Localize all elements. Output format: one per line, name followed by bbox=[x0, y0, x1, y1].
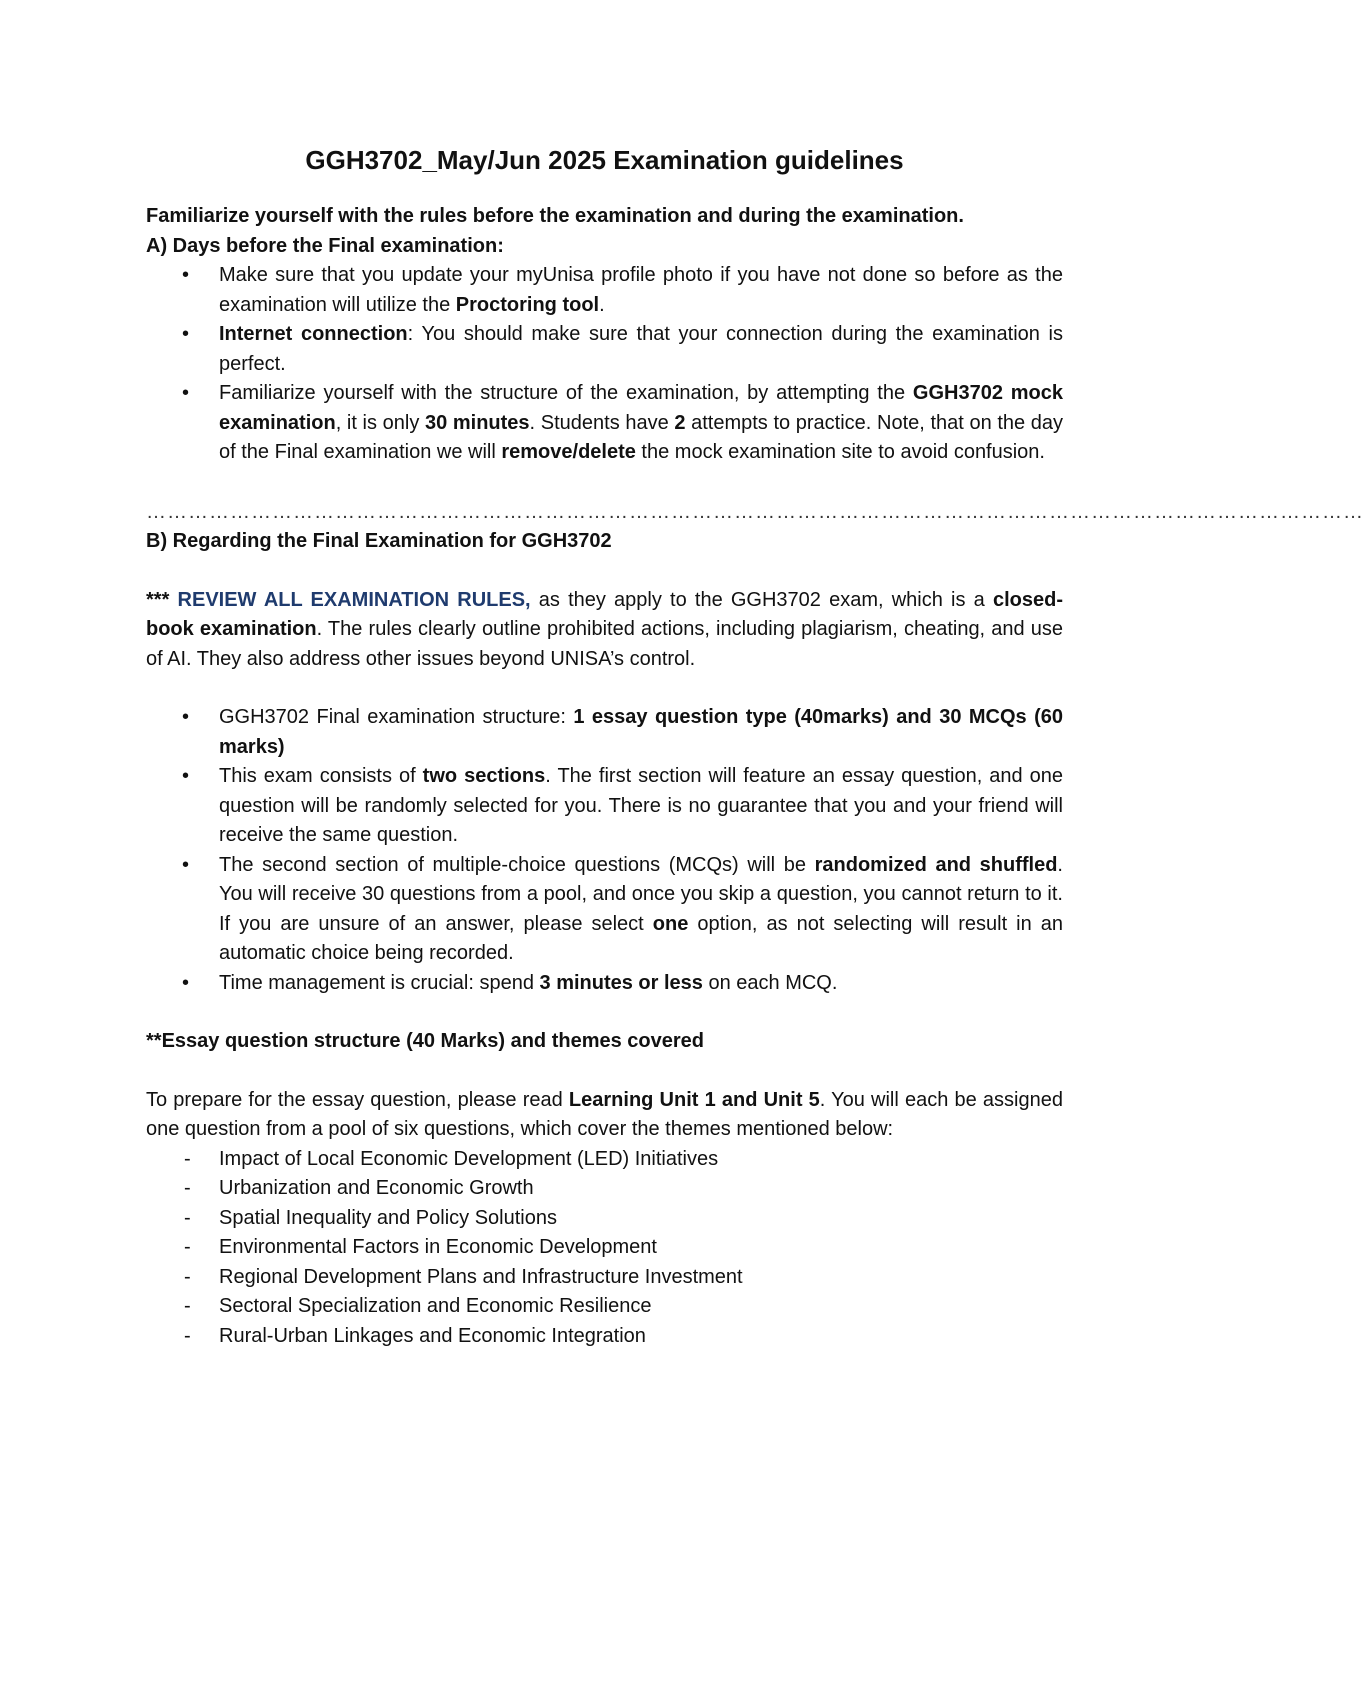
rules-paragraph: *** REVIEW ALL EXAMINATION RULES, as they apply to the GGH3702 exam, which is a closed-book examination. The rules clearly outline prohibited actions, including plagiarism, cheating, and use of AI. They also address other issues beyond UNISA’s control. bbox=[146, 588, 1063, 670]
list-item: • This exam consists of two sections. The first section will feature an essay question, and one question will be randomly selected for you. There is no guarantee that you and your friend will receive the same question. bbox=[146, 762, 1063, 851]
section-b-heading: B) Regarding the Final Examination for GGH3702 bbox=[146, 530, 612, 552]
section-a-list bbox=[146, 261, 1063, 468]
list-item: • GGH3702 Final examination structure: 1 essay question type (40marks) and 30 MCQs (60 marks) bbox=[146, 703, 1063, 762]
list-item: • The second section of multiple-choice questions (MCQs) will be randomized and shuffled. You will receive 30 questions from a pool, and once you skip a question, you cannot return to it. If you are unsure of an answer, please select one option, as not selecting will result in an automatic choice being recorded. bbox=[146, 851, 1063, 969]
theme-item: - Sectoral Specialization and Economic Resilience bbox=[146, 1292, 1063, 1322]
review-rules-highlight: REVIEW ALL EXAMINATION RULES, bbox=[177, 588, 531, 611]
theme-item: - Rural-Urban Linkages and Economic Integration bbox=[146, 1322, 1063, 1352]
list-item: • Familiarize yourself with the structure of the examination, by attempting the GGH3702 mock examination, it is only 30 minutes. Students have 2 attempts to practice. Note, that on the day of the Final examination we will remove/delete the mock examination site to avoid confusion. bbox=[146, 379, 1063, 468]
themes-list bbox=[146, 1145, 1063, 1352]
list-item: • Time management is crucial: spend 3 minutes or less on each MCQ. bbox=[146, 969, 1063, 999]
section-divider: ………………………………………………………………………………………………………………………………………………………… bbox=[146, 500, 1364, 523]
theme-item: - Regional Development Plans and Infrastructure Investment bbox=[146, 1263, 1063, 1293]
document-body bbox=[146, 142, 1364, 1351]
intro-text: Familiarize yourself with the rules before the examination and during the examination. bbox=[146, 205, 964, 227]
essay-paragraph: To prepare for the essay question, please read Learning Unit 1 and Unit 5. You will each be assigned one question from a pool of six questions, which cover the themes mentioned below: bbox=[146, 1088, 1063, 1140]
page-title: GGH3702_May/Jun 2025 Examination guidelines bbox=[305, 145, 904, 175]
theme-item: - Spatial Inequality and Policy Solutions bbox=[146, 1204, 1063, 1234]
theme-item: - Environmental Factors in Economic Development bbox=[146, 1233, 1063, 1263]
list-item: • Make sure that you update your myUnisa profile photo if you have not done so before as the examination will utilize the Proctoring tool. bbox=[146, 261, 1063, 320]
section-a-heading: A) Days before the Final examination: bbox=[146, 234, 504, 257]
essay-heading: **Essay question structure (40 Marks) and themes covered bbox=[146, 1030, 704, 1052]
section-b-list bbox=[146, 703, 1063, 998]
theme-item: - Impact of Local Economic Development (LED) Initiatives bbox=[146, 1145, 1063, 1175]
theme-item: - Urbanization and Economic Growth bbox=[146, 1174, 1063, 1204]
list-item: • Internet connection: You should make sure that your connection during the examination is perfect. bbox=[146, 320, 1063, 379]
